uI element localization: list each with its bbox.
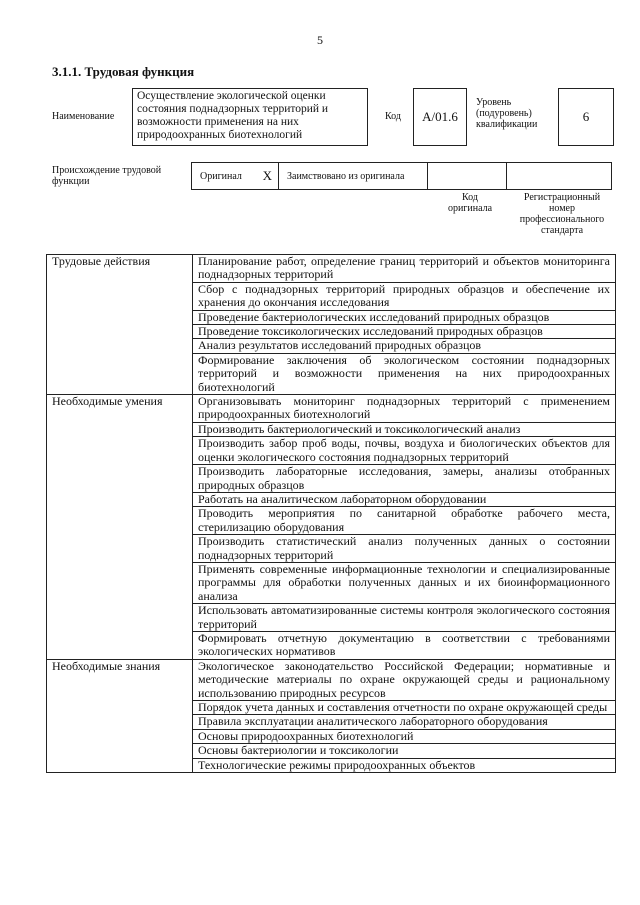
skill-item: Применять современные информационные технологии и специализированные программы для обработки полученных данных и их биоинформационного анализа [193, 562, 616, 603]
labor-action-item: Планирование работ, определение границ территорий и объектов мониторинга поднадзорных территорий [193, 255, 616, 283]
table-row [47, 659, 616, 700]
level-value: 6 [582, 109, 590, 124]
skill-item: Формировать отчетную документацию в соответствии с требованиями экологических нормативов [193, 631, 616, 659]
skill-item: Организовывать мониторинг поднадзорных территорий с применением природоохранных биотехнологий [193, 395, 616, 423]
requirements-table [46, 254, 616, 773]
page-number: 5 [317, 33, 323, 47]
original-mark: X [262, 168, 272, 183]
labor-action-item: Анализ результатов исследований природных образцов [193, 339, 616, 353]
table-row [47, 255, 616, 283]
knowledge-item: Основы природоохранных биотехнологий [193, 729, 616, 743]
code-label: Код [385, 111, 401, 122]
code-value: А/01.6 [422, 109, 458, 124]
labor-actions-label: Трудовые действия [47, 255, 193, 395]
skills-label: Необходимые умения [47, 395, 193, 660]
name-label: Наименование [52, 111, 115, 122]
level-value-box [558, 88, 614, 146]
skill-item: Работать на аналитическом лабораторном оборудовании [193, 492, 616, 506]
original-label: Оригинал [200, 170, 242, 182]
skill-item: Использовать автоматизированные системы контроля экологического состояния территорий [193, 604, 616, 632]
skill-item: Производить бактериологический и токсикологический анализ [193, 422, 616, 436]
labor-action-item: Проведение токсикологических исследований природных образцов [193, 325, 616, 339]
knowledge-item: Основы бактериологии и токсикологии [193, 744, 616, 758]
skill-item: Производить лабораторные исследования, замеры, анализы отобранных природных образцов [193, 465, 616, 493]
code-original-cell [427, 162, 507, 190]
reg-number-label: Регистрационный номер профессионального стандарта [519, 192, 605, 236]
original-cell [191, 162, 279, 190]
level-label: Уровень (подуровень) квалификации [476, 97, 538, 130]
origin-label: Происхождение трудовой функции [52, 165, 162, 187]
knowledge-item: Технологические режимы природоохранных объектов [193, 758, 616, 772]
skill-item: Производить забор проб воды, почвы, воздуха и биологических объектов для оценки экологического состояния поднадзорных территорий [193, 437, 616, 465]
borrowed-label: Заимствовано из оригинала [287, 170, 405, 182]
knowledge-item: Правила эксплуатации аналитического лабораторного оборудования [193, 715, 616, 729]
code-value-box [413, 88, 467, 146]
table-row [47, 395, 616, 423]
function-name-box: Осуществление экологической оценки состояния поднадзорных территорий и возможности применения на них природоохранных биотехнологий [132, 88, 368, 146]
knowledge-item: Порядок учета данных и составления отчетности по охране окружающей среды [193, 701, 616, 715]
skill-item: Производить статистический анализ полученных данных о состоянии поднадзорных территорий [193, 535, 616, 563]
labor-action-item: Формирование заключения об экологическом состоянии поднадзорных территорий и возможности применения на них природоохранных биотехнологий [193, 353, 616, 394]
knowledge-item: Экологическое законодательство Российской Федерации; нормативные и методические материалы по охране окружающей среды и рациональному использованию природных ресурсов [193, 659, 616, 700]
labor-action-item: Сбор с поднадзорных территорий природных образцов и обеспечение их хранения до окончания исследования [193, 282, 616, 310]
skill-item: Проводить мероприятия по санитарной обработке рабочего места, стерилизацию оборудования [193, 507, 616, 535]
code-original-label: Код оригинала [447, 192, 493, 214]
knowledge-label: Необходимые знания [47, 659, 193, 772]
section-heading: 3.1.1. Трудовая функция [52, 64, 195, 79]
reg-number-cell [506, 162, 612, 190]
labor-action-item: Проведение бактериологических исследований природных образцов [193, 310, 616, 324]
borrowed-cell [278, 162, 428, 190]
